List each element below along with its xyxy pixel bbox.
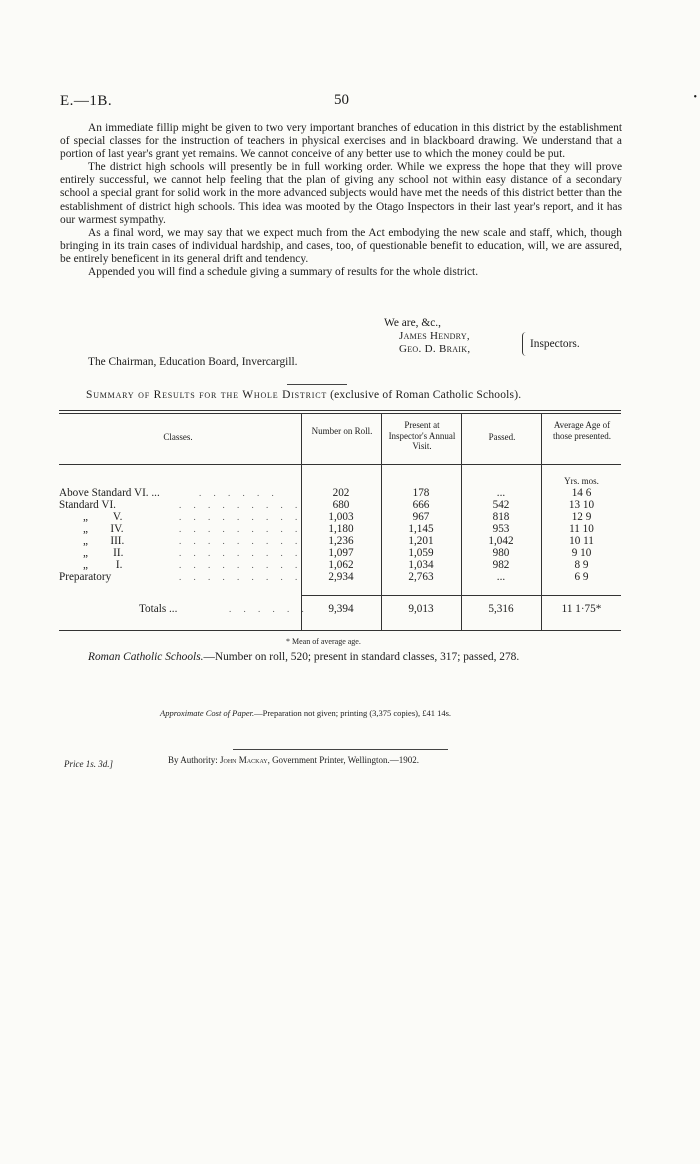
cell-average-age: 10 11 (569, 535, 594, 547)
cell-roll: 1,003 (328, 511, 354, 523)
signatory-name: James Hendry, (399, 330, 470, 342)
cell-roll: 1,180 (328, 523, 354, 535)
signatory-role: Inspectors. (530, 338, 580, 350)
page-series-code: E.—1B. (60, 93, 113, 109)
paragraph-final-word: As a final word, we may say that we expect much from the Act embodying the new scale and staff, which, though bringing in its train cases of individual hardship, and cases, too, of questionable benefit to education, will, we are assured, be entirely beneficent in its general drift and tendency. (60, 226, 622, 265)
roman-catholic-note (60, 650, 622, 664)
row-class-label: „ II. (83, 547, 124, 559)
cell-passed: 1,042 (488, 535, 514, 547)
header-bottom-rule (59, 464, 621, 465)
cell-roll: 202 (332, 487, 350, 499)
total-roll: 9,394 (328, 603, 354, 615)
summary-title-main: Summary of Results for the Whole District (86, 389, 328, 401)
cell-passed: 982 (492, 559, 510, 571)
row-class-label: „ I. (83, 559, 123, 571)
authority-suffix: , Government Printer, Wellington.—1902. (267, 755, 420, 765)
leader-dots: . . . . . . . . . (179, 500, 303, 510)
leader-dots: . . . . . . . . . (179, 560, 303, 570)
row-class-label: „ IV. (83, 523, 124, 535)
table-row (59, 547, 621, 559)
leader-dots: . . . . . . . . . (179, 524, 303, 534)
cell-roll: 680 (332, 499, 350, 511)
table-footnote: * Mean of average age. (286, 637, 361, 646)
paragraph-appended: Appended you will find a schedule giving a summary of results for the whole district. (88, 266, 479, 279)
leader-dots: . . . . . . (229, 604, 309, 614)
roman-catholic-lead: Roman Catholic Schools. (88, 651, 204, 663)
authority-prefix: By Authority: (168, 755, 218, 765)
row-class-label: „ V. (83, 511, 123, 523)
cell-average-age: 9 10 (571, 547, 592, 559)
printer-imprint (168, 755, 419, 765)
table-row (59, 511, 621, 523)
cell-passed: 980 (492, 547, 510, 559)
cost-lead: Approximate Cost of Paper. (160, 708, 255, 718)
printer-name: John Mackay (220, 755, 268, 765)
results-table (59, 410, 621, 632)
cell-present: 666 (412, 499, 430, 511)
total-passed: 5,316 (488, 603, 514, 615)
cell-average-age: 14 6 (571, 487, 592, 499)
total-present: 9,013 (408, 603, 434, 615)
cell-average-age: 12 9 (571, 511, 592, 523)
cell-passed: 818 (492, 511, 510, 523)
signature-block (399, 330, 470, 356)
cell-passed: ... (496, 487, 506, 499)
cost-text: —Preparation not given; printing (3,375 copies), £41 14s. (254, 708, 452, 718)
row-class-label: Standard VI. (59, 499, 116, 511)
summary-title-note: (exclusive of Roman Catholic Schools). (330, 389, 522, 401)
roman-catholic-text: —Number on roll, 520; present in standard classes, 317; passed, 278. (203, 651, 520, 663)
signatory-name: Geo. D. Braik, (399, 343, 471, 355)
cell-passed: 542 (492, 499, 510, 511)
header-average-age: Average Age of those presented. (553, 420, 611, 441)
addressee: The Chairman, Education Board, Invercargill. (88, 356, 298, 368)
cell-roll: 1,062 (328, 559, 354, 571)
table-row (59, 559, 621, 571)
table-row (59, 487, 621, 499)
imprint-rule (233, 749, 448, 750)
signature-brace (522, 332, 528, 356)
table-row (59, 571, 621, 583)
section-divider (287, 384, 347, 385)
table-row (59, 523, 621, 535)
row-class-label: „ III. (83, 535, 125, 547)
header-passed: Passed. (488, 432, 516, 442)
paragraph-fillip: An immediate fillip might be given to two very important branches of education in this district by the establishment of special classes for the instruction of teachers in physical exercises and in blackboard drawing. We understand that a portion of last year's grant yet remains. We cannot conceive of any better use to which the money could be put. (60, 122, 622, 161)
leader-dots: . . . . . . (199, 488, 279, 498)
table-top-rule (59, 410, 621, 411)
cell-present: 967 (412, 511, 430, 523)
header-present: Present at Inspector's Annual Visit. (388, 420, 456, 451)
row-class-label: Above Standard VI. ... (59, 487, 160, 499)
header-classes: Classes. (163, 432, 193, 442)
cell-average-age: 8 9 (574, 559, 589, 571)
price: Price 1s. 3d.] (64, 759, 113, 769)
cell-present: 2,763 (408, 571, 434, 583)
leader-dots: . . . . . . . . . (179, 572, 303, 582)
cost-of-paper (160, 708, 451, 718)
cell-present: 1,059 (408, 547, 434, 559)
page-number: 50 (334, 92, 349, 108)
paragraph-high-schools: The district high schools will presently be in full working order. While we express the hope that they will prove entirely successful, we cannot help feeling that the plan of giving any school not within easy distance of a secondary school a special grant for solid work in the more advanced subjects would have met the needs of this district better than the establishment of district high schools. This idea was mooted by the Otago Inspectors in their last year's report, and it has our warmest sympathy. (60, 161, 622, 226)
cell-passed: ... (496, 571, 506, 583)
total-average-age: 11 1·75* (561, 603, 602, 615)
cell-roll: 2,934 (328, 571, 354, 583)
margin-mark: • (693, 92, 697, 103)
row-class-label: Preparatory (59, 571, 112, 583)
leader-dots: . . . . . . . . . (179, 536, 303, 546)
age-units: Yrs. mos. (564, 476, 599, 486)
cell-average-age: 11 10 (569, 523, 594, 535)
cell-roll: 1,097 (328, 547, 354, 559)
cell-present: 1,034 (408, 559, 434, 571)
header-roll: Number on Roll. (311, 426, 373, 436)
cell-passed: 953 (492, 523, 510, 535)
closing-salutation: We are, &c., (384, 317, 441, 329)
cell-present: 1,145 (408, 523, 434, 535)
totals-label: Totals ... (139, 603, 178, 615)
leader-dots: . . . . . . . . . (179, 548, 303, 558)
leader-dots: . . . . . . . . . (179, 512, 303, 522)
table-top-rule-thin (59, 413, 621, 414)
cell-average-age: 6 9 (574, 571, 589, 583)
table-row (59, 499, 621, 511)
table-row (59, 535, 621, 547)
cell-roll: 1,236 (328, 535, 354, 547)
summary-title (86, 389, 521, 401)
totals-row (59, 603, 621, 615)
report-body (60, 122, 622, 279)
table-bottom-rule (59, 630, 621, 631)
cell-average-age: 13 10 (568, 499, 595, 511)
cell-present: 1,201 (408, 535, 434, 547)
cell-present: 178 (412, 487, 430, 499)
